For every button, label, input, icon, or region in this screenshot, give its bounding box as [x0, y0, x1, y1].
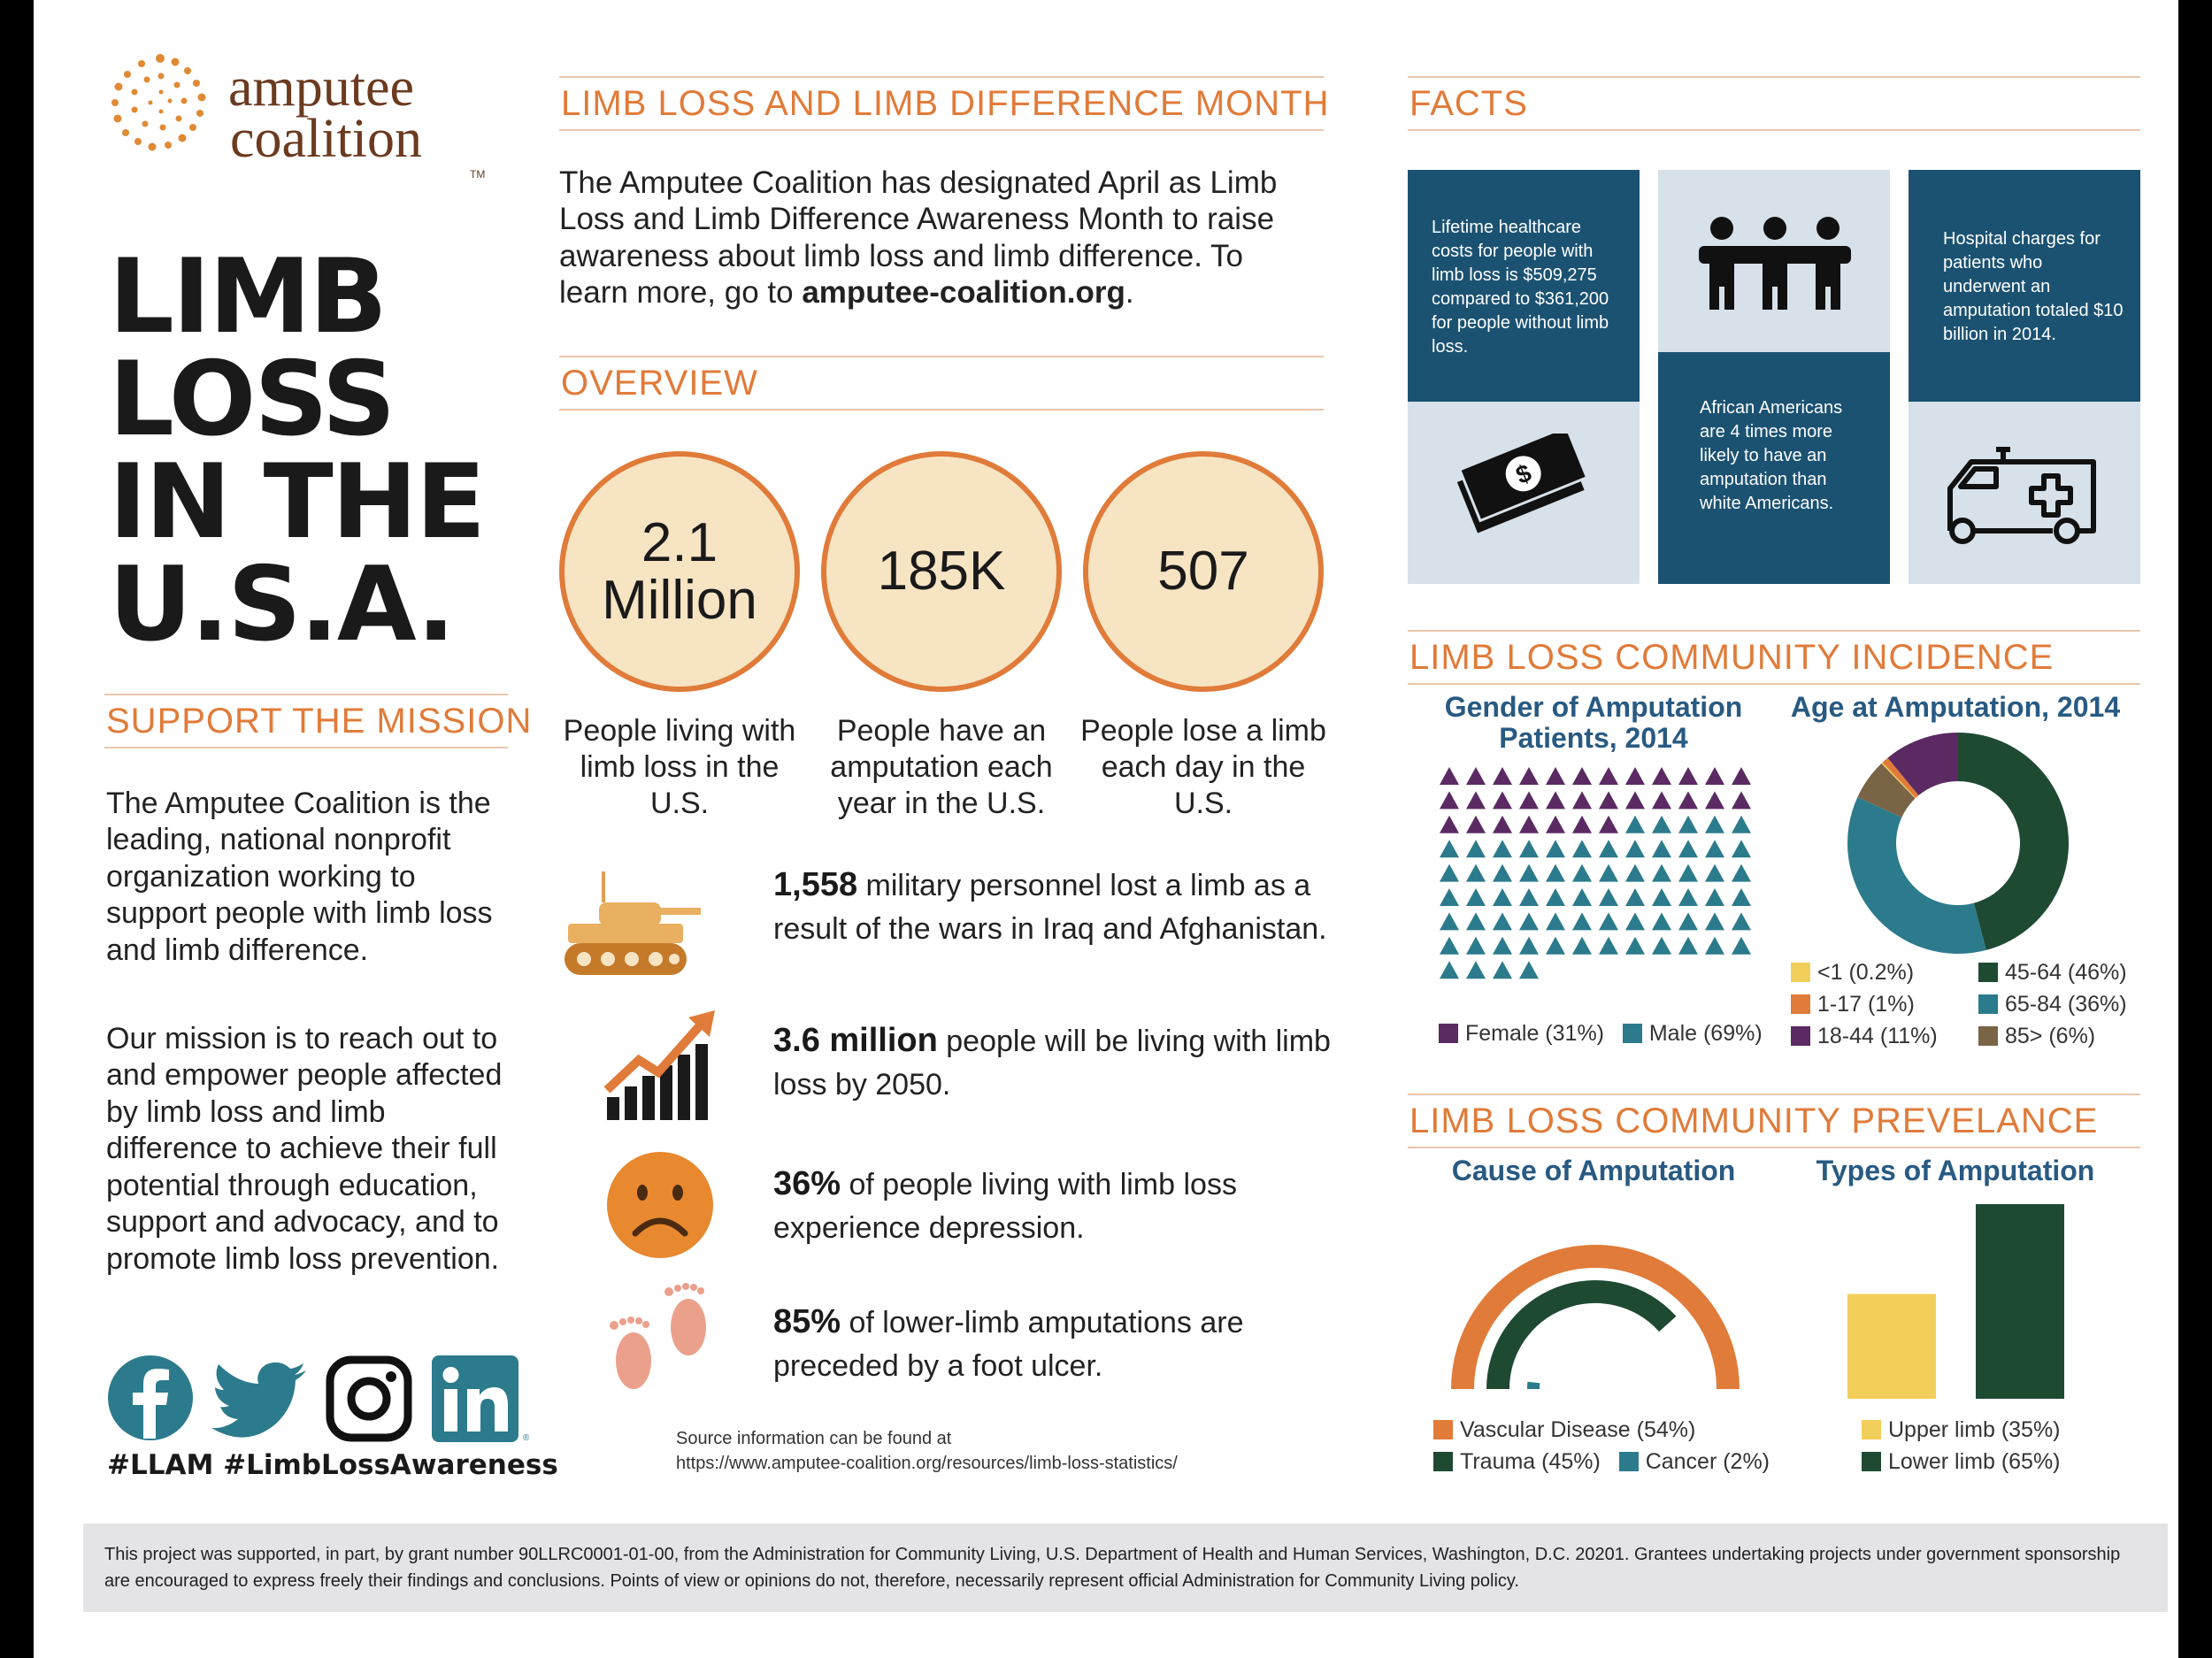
- ambulance-icon: [1945, 442, 2104, 549]
- pictograph-male-icon: [1705, 840, 1724, 857]
- legend-item: Cancer (2%): [1645, 1449, 1770, 1474]
- pictograph-male-icon: [1519, 888, 1539, 906]
- pictograph-female-icon: [1519, 767, 1539, 785]
- pictograph-female-icon: [1678, 767, 1698, 785]
- stat-bold: 3.6 million: [773, 1022, 938, 1059]
- amputee-coalition-logo-icon: [103, 46, 218, 161]
- pictograph-female-icon: [1493, 791, 1512, 809]
- infographic-page: [34, 0, 2178, 1658]
- svg-text:®: ®: [523, 1433, 529, 1443]
- pictograph-male-icon: [1572, 864, 1592, 882]
- pictograph-male-icon: [1652, 864, 1671, 882]
- pictograph-male-icon: [1599, 937, 1618, 955]
- pictograph-female-icon: [1572, 816, 1592, 833]
- pictograph-male-icon: [1440, 961, 1459, 979]
- legend-swatch: [1862, 1452, 1881, 1471]
- pictograph-female-icon: [1652, 767, 1671, 785]
- pictograph-male-icon: [1546, 937, 1565, 955]
- overview-heading: OVERVIEW: [559, 356, 1324, 411]
- legend-item: <1 (0.2%): [1817, 960, 1915, 985]
- pictograph-male-icon: [1678, 888, 1698, 906]
- pictograph-female-icon: [1519, 816, 1539, 833]
- pictograph-male-icon: [1440, 912, 1459, 930]
- pictograph-male-icon: [1519, 912, 1539, 930]
- legend-female: Female (31%): [1465, 1021, 1604, 1046]
- pictograph-female-icon: [1519, 791, 1539, 809]
- pictograph-male-icon: [1625, 816, 1645, 833]
- legend-swatch: [1862, 1420, 1881, 1439]
- people-group-icon: [1697, 216, 1853, 310]
- legend-swatch: [1791, 1026, 1810, 1046]
- pictograph-male-icon: [1652, 816, 1671, 833]
- pictograph-male-icon: [1519, 840, 1539, 857]
- fact-cost-text: Lifetime healthcare costs for people with limb loss is $509,275 compared to $361,200 for people without limb loss.: [1432, 218, 1609, 357]
- pictograph-male-icon: [1493, 864, 1512, 882]
- types-chart-title: Types of Amputation: [1816, 1155, 2095, 1186]
- pictograph-female-icon: [1493, 816, 1512, 833]
- month-text: The Amputee Coalition has designated April as Limb Loss and Limb Difference Awareness Month to raise awareness about limb loss and limb difference. To learn more, go to: [559, 165, 1278, 310]
- pictograph-male-icon: [1732, 816, 1751, 833]
- stat-caption: People have an amputation each year in the U.S.: [830, 714, 1053, 820]
- bar-lower-limb: [1976, 1204, 2064, 1399]
- pictograph-female-icon: [1678, 791, 1698, 809]
- pictograph-male-icon: [1546, 864, 1565, 882]
- linkedin-icon[interactable]: [432, 1355, 529, 1444]
- age-donut-chart: [1839, 724, 2078, 963]
- pictograph-male-icon: [1493, 912, 1512, 930]
- incidence-heading: LIMB LOSS COMMUNITY INCIDENCE: [1408, 630, 2140, 685]
- pictograph-male-icon: [1625, 937, 1645, 955]
- types-legend: [1862, 1414, 2061, 1478]
- month-paragraph: [559, 165, 1320, 311]
- stat-caption: People lose a limb each day in the U.S.: [1080, 714, 1326, 820]
- pictograph-male-icon: [1599, 864, 1618, 882]
- instagram-icon[interactable]: [326, 1355, 412, 1442]
- legend-swatch-male: [1623, 1024, 1642, 1043]
- source-url[interactable]: https://www.amputee-coalition.org/resources/limb-loss-statistics/: [676, 1454, 1178, 1473]
- stat-desc: military personnel lost a limb as a result of the wars in Iraq and Afghanistan.: [773, 869, 1327, 947]
- pictograph-male-icon: [1440, 888, 1459, 906]
- pictograph-male-icon: [1493, 840, 1512, 857]
- month-heading: LIMB LOSS AND LIMB DIFFERENCE MONTH: [559, 76, 1324, 131]
- money-icon: [1448, 434, 1598, 549]
- stat-unit: Million: [602, 570, 757, 631]
- pictograph-female-icon: [1440, 791, 1459, 809]
- age-legend-right: [1978, 956, 2127, 1052]
- pictograph-male-icon: [1625, 912, 1645, 930]
- legend-item: 85> (6%): [2005, 1024, 2096, 1048]
- legend-swatch: [1791, 963, 1810, 982]
- pictograph-male-icon: [1678, 937, 1698, 955]
- pictograph-female-icon: [1546, 767, 1565, 785]
- stat-circle-daily: [1083, 451, 1324, 692]
- pictograph-male-icon: [1466, 937, 1486, 955]
- footer-disclaimer: This project was supported, in part, by grant number 90LLRC0001-01-00, from the Administration for Community Living, U.S. Department of Health and Human Services, Washington, D.C. 20201. Grantees undertaking projects under government sponsorship are encouraged to express freely their findings and conclusions. Points of view or opinions do not, therefore, necessarily represent official Administration for Community Living policy.: [83, 1524, 2168, 1612]
- stat-foot-ulcer: [773, 1299, 1340, 1388]
- pictograph-male-icon: [1678, 840, 1698, 857]
- legend-swatch: [1433, 1452, 1453, 1471]
- pictograph-male-icon: [1572, 937, 1592, 955]
- hashtags: #LLAM #LimbLossAwareness: [107, 1449, 558, 1481]
- support-paragraph-1: The Amputee Coalition is the leading, national nonprofit organization working to support people with limb loss and limb difference.: [106, 787, 493, 967]
- pictograph-male-icon: [1519, 864, 1539, 882]
- pictograph-male-icon: [1652, 840, 1671, 857]
- pictograph-male-icon: [1572, 912, 1592, 930]
- pictograph-male-icon: [1678, 864, 1698, 882]
- cause-legend: [1433, 1414, 1770, 1478]
- website-link[interactable]: amputee-coalition.org: [802, 274, 1125, 310]
- pictograph-male-icon: [1440, 864, 1459, 882]
- stat-bold: 36%: [773, 1165, 841, 1202]
- pictograph-male-icon: [1466, 864, 1486, 882]
- stat-desc: people will be living with limb loss by 2050.: [773, 1025, 1331, 1102]
- logo-text-coalition: coalition: [230, 109, 422, 169]
- stat-depression: [773, 1161, 1340, 1250]
- pictograph-male-icon: [1599, 840, 1618, 857]
- pictograph-male-icon: [1705, 864, 1724, 882]
- pictograph-male-icon: [1519, 937, 1539, 955]
- pictograph-male-icon: [1678, 816, 1698, 833]
- pictograph-male-icon: [1625, 840, 1645, 857]
- pictograph-female-icon: [1546, 816, 1565, 833]
- legend-swatch: [1978, 994, 1998, 1014]
- support-heading: SUPPORT THE MISSION: [104, 694, 508, 748]
- pictograph-male-icon: [1732, 864, 1751, 882]
- legend-swatch: [1791, 994, 1810, 1014]
- legend-item: Trauma (45%): [1460, 1449, 1601, 1474]
- growth-chart-icon: [603, 1009, 718, 1124]
- pictograph-female-icon: [1572, 767, 1592, 785]
- donut-slice-65-84: [1847, 797, 1986, 954]
- legend-item: Upper limb (35%): [1888, 1417, 2061, 1442]
- stat-caption: People living with limb loss in the U.S.: [563, 714, 796, 820]
- pictograph-female-icon: [1599, 791, 1618, 809]
- fact-hospital-text: Hospital charges for patients who underwent an amputation totaled $10 billion in 2014.: [1943, 229, 2124, 344]
- pictograph-male-icon: [1678, 912, 1698, 930]
- fact-race-text: African Americans are 4 times more likely to have an amputation than white Americans.: [1700, 398, 1843, 513]
- pictograph-female-icon: [1466, 767, 1486, 785]
- pictograph-male-icon: [1652, 912, 1671, 930]
- pictograph-male-icon: [1599, 912, 1618, 930]
- bar-upper-limb: [1847, 1294, 1936, 1399]
- sad-face-icon: [605, 1150, 715, 1260]
- stat-value: 507: [1157, 541, 1249, 603]
- pictograph-female-icon: [1493, 767, 1512, 785]
- pictograph-male-icon: [1732, 937, 1751, 955]
- stat-value: 2.1: [641, 511, 718, 573]
- stat-projection: [773, 1017, 1340, 1107]
- pictograph-female-icon: [1732, 767, 1751, 785]
- pictograph-male-icon: [1732, 912, 1751, 930]
- title-line: LIMB: [109, 237, 386, 357]
- stat-desc: of people living with limb loss experience depression.: [773, 1168, 1237, 1246]
- pictograph-male-icon: [1493, 888, 1512, 906]
- title-line: IN THE: [109, 442, 485, 562]
- pictograph-male-icon: [1466, 912, 1486, 930]
- gender-pictograph: [1436, 765, 1755, 983]
- facts-heading: FACTS: [1408, 76, 2140, 131]
- pictograph-male-icon: [1440, 937, 1459, 955]
- stat-circle-yearly: [821, 451, 1062, 692]
- pictograph-male-icon: [1546, 912, 1565, 930]
- legend-item: 65-84 (36%): [2005, 992, 2127, 1017]
- pictograph-male-icon: [1652, 937, 1671, 955]
- legend-swatch: [1433, 1420, 1453, 1439]
- pictograph-female-icon: [1599, 816, 1618, 833]
- month-text-end: .: [1125, 274, 1134, 310]
- pictograph-female-icon: [1705, 767, 1724, 785]
- pictograph-male-icon: [1732, 888, 1751, 906]
- facebook-icon[interactable]: [106, 1354, 195, 1442]
- pictograph-male-icon: [1519, 961, 1539, 979]
- logo-text-amputee: amputee: [228, 58, 415, 118]
- legend-item: Vascular Disease (54%): [1460, 1417, 1696, 1442]
- pictograph-male-icon: [1466, 840, 1486, 857]
- stat-circle-living: [559, 451, 800, 692]
- pictograph-female-icon: [1466, 791, 1486, 809]
- gender-chart-title: Gender of Amputation Patients, 2014: [1444, 691, 1743, 755]
- types-bar-chart: [1839, 1200, 2086, 1403]
- pictograph-male-icon: [1493, 961, 1512, 979]
- footprints-icon: [600, 1283, 724, 1398]
- title-line: U.S.A.: [109, 545, 454, 664]
- title-line: LOSS: [109, 340, 395, 459]
- pictograph-male-icon: [1466, 961, 1486, 979]
- pictograph-female-icon: [1732, 791, 1751, 809]
- pictograph-male-icon: [1625, 864, 1645, 882]
- legend-swatch: [1978, 963, 1998, 982]
- radial-bar-trauma: [1498, 1292, 1668, 1389]
- pictograph-female-icon: [1466, 816, 1486, 833]
- pictograph-male-icon: [1652, 888, 1671, 906]
- pictograph-female-icon: [1599, 767, 1618, 785]
- legend-male: Male (69%): [1648, 1021, 1763, 1046]
- source-label: Source information can be found at: [676, 1429, 952, 1448]
- stat-bold: 1,558: [773, 866, 858, 903]
- tank-icon: [559, 867, 701, 982]
- legend-swatch: [1619, 1452, 1639, 1471]
- pictograph-female-icon: [1705, 791, 1724, 809]
- cause-radial-chart: [1449, 1221, 1741, 1407]
- support-paragraph-2: Our mission is to reach out to and empower people affected by limb loss and limb difference to achieve their full potential through education, support and advocacy, and to promote limb loss prevention.: [106, 1022, 503, 1276]
- legend-item: 45-64 (46%): [2005, 960, 2127, 985]
- pictograph-male-icon: [1705, 937, 1724, 955]
- pictograph-female-icon: [1572, 791, 1592, 809]
- pictograph-female-icon: [1652, 791, 1671, 809]
- page-title: [109, 237, 485, 664]
- legend-item: Lower limb (65%): [1888, 1449, 2061, 1474]
- pictograph-male-icon: [1546, 888, 1565, 906]
- stat-bold: 85%: [773, 1303, 841, 1340]
- legend-item: 1-17 (1%): [1817, 992, 1915, 1017]
- stat-desc: of lower-limb amputations are preceded by a foot ulcer.: [773, 1306, 1244, 1384]
- pictograph-male-icon: [1599, 888, 1618, 906]
- pictograph-male-icon: [1705, 816, 1724, 833]
- svg-text:$: $: [1511, 458, 1535, 490]
- legend-swatch-female: [1439, 1024, 1458, 1043]
- age-chart-title: Age at Amputation, 2014: [1790, 691, 2121, 723]
- pictograph-male-icon: [1466, 888, 1486, 906]
- age-legend-left: [1791, 956, 1938, 1052]
- legend-item: 18-44 (11%): [1817, 1024, 1938, 1048]
- pictograph-female-icon: [1625, 791, 1645, 809]
- pictograph-male-icon: [1732, 840, 1751, 857]
- stat-military: [773, 862, 1340, 951]
- pictograph-male-icon: [1440, 840, 1459, 857]
- pictograph-male-icon: [1572, 840, 1592, 857]
- pictograph-female-icon: [1440, 816, 1459, 833]
- pictograph-female-icon: [1546, 791, 1565, 809]
- stat-value: 185K: [877, 541, 1006, 603]
- prevalence-heading: LIMB LOSS COMMUNITY PREVELANCE: [1408, 1094, 2140, 1148]
- logo-trademark: TM: [470, 168, 486, 180]
- twitter-icon[interactable]: [211, 1361, 308, 1440]
- pictograph-male-icon: [1546, 840, 1565, 857]
- pictograph-male-icon: [1705, 888, 1724, 906]
- pictograph-male-icon: [1705, 912, 1724, 930]
- pictograph-male-icon: [1625, 888, 1645, 906]
- cause-chart-title: Cause of Amputation: [1451, 1155, 1736, 1186]
- pictograph-female-icon: [1440, 767, 1459, 785]
- pictograph-male-icon: [1572, 888, 1592, 906]
- legend-swatch: [1978, 1026, 1998, 1046]
- pictograph-male-icon: [1493, 937, 1512, 955]
- gender-legend: [1439, 1021, 1763, 1047]
- pictograph-female-icon: [1625, 767, 1645, 785]
